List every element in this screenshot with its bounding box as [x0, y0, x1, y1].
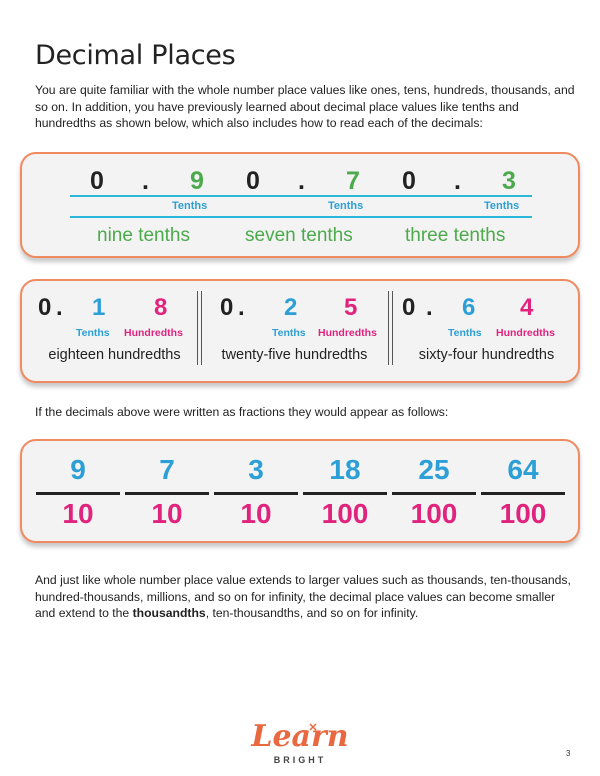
tenths-digit: 7 — [346, 167, 360, 195]
denominator: 10 — [240, 498, 272, 529]
closing-text: And just like whole number place value extends to larger values such as thousands, ten-thousands, hundred-thousands, millions, and so on for infinity, the decimal place values can become smaller and extend to the — [35, 573, 571, 620]
fraction-bar — [481, 492, 565, 495]
tenths-digit: 9 — [190, 167, 204, 195]
tenths-label: Tenths — [272, 327, 306, 339]
tenths-card — [20, 152, 580, 258]
denominator: 100 — [410, 498, 458, 529]
hundredths-label: Hundredths — [496, 327, 555, 339]
tenths-digit: 3 — [502, 167, 516, 195]
whole-digit: 0 — [402, 294, 416, 321]
hundredths-digit: 4 — [520, 294, 534, 321]
intro-paragraph: You are quite familiar with the whole number place values like ones, tens, hundreds, thousands, and so on. In addition, you have previously learned about decimal place values like tenths and hundredths as shown below, which also includes how to read each of the decimals: — [35, 83, 575, 130]
denominator: 100 — [321, 498, 369, 529]
denominator: 10 — [62, 498, 94, 529]
fraction-bar — [392, 492, 476, 495]
numerator: 18 — [329, 454, 361, 485]
decimal-word: eighteen hundredths — [48, 347, 181, 363]
denominator: 10 — [151, 498, 183, 529]
whole-digit: 0 — [38, 294, 52, 321]
tenths-label: Tenths — [448, 327, 482, 339]
fraction — [214, 453, 298, 539]
fraction — [481, 453, 565, 539]
tenths-label: Tenths — [328, 200, 364, 212]
decimal-point: . — [142, 167, 149, 195]
fraction — [36, 453, 120, 539]
fractions-card — [20, 439, 580, 543]
fraction — [125, 453, 209, 539]
page-number: 3 — [566, 749, 571, 758]
tenths-label: Tenths — [76, 327, 110, 339]
tenths-label: Tenths — [484, 200, 520, 212]
closing-text-end: , ten-thousandths, and so on for infinity. — [205, 606, 419, 620]
logo-sub-text: BRIGHT — [273, 755, 327, 765]
fraction-bar — [36, 492, 120, 495]
whole-digit: 0 — [402, 167, 416, 195]
whole-digit: 0 — [246, 167, 260, 195]
hundredths-digit: 8 — [154, 294, 168, 321]
decimal-word: three tenths — [405, 225, 506, 246]
hundredths-label: Hundredths — [124, 327, 183, 339]
fraction-bar — [125, 492, 209, 495]
hundredths-digit: 5 — [344, 294, 358, 321]
fraction-bar — [303, 492, 387, 495]
numerator: 3 — [248, 454, 264, 485]
whole-digit: 0 — [220, 294, 234, 321]
decimal-point: . — [56, 294, 63, 321]
fraction — [303, 453, 387, 539]
decimal-point: . — [238, 294, 245, 321]
decimal-word: twenty-five hundredths — [221, 347, 368, 363]
numerator: 7 — [159, 454, 175, 485]
decimal-point: . — [298, 167, 305, 195]
denominator: 100 — [499, 498, 547, 529]
numerator: 25 — [418, 454, 450, 485]
hundredths-group — [396, 281, 578, 381]
bottom-rule — [70, 216, 532, 218]
tenths-label: Tenths — [172, 200, 208, 212]
decimal-group — [226, 166, 376, 196]
numerator: 9 — [70, 454, 86, 485]
decimal-word: nine tenths — [97, 225, 190, 246]
logo-main-text: Learn — [251, 719, 349, 754]
tenths-digit: 6 — [462, 294, 476, 321]
fraction-bar — [214, 492, 298, 495]
hundredths-group — [206, 281, 386, 381]
whole-digit: 0 — [90, 167, 104, 195]
decimal-word: seven tenths — [245, 225, 353, 246]
fractions-intro: If the decimals above were written as fractions they would appear as follows: — [35, 405, 449, 419]
divider — [388, 291, 393, 365]
learn-bright-logo — [240, 720, 360, 772]
hundredths-card — [20, 279, 580, 383]
page-title: Decimal Places — [35, 40, 236, 71]
fraction — [392, 453, 476, 539]
closing-paragraph — [35, 572, 575, 622]
closing-bold: thousandths — [132, 606, 206, 620]
decimal-group — [382, 166, 532, 196]
decimal-point: . — [454, 167, 461, 195]
tenths-digit: 2 — [284, 294, 298, 321]
hundredths-group — [22, 281, 204, 381]
hundredths-label: Hundredths — [318, 327, 377, 339]
decimal-point: . — [426, 294, 433, 321]
decimal-group — [70, 166, 220, 196]
numerator: 64 — [507, 454, 539, 485]
decimal-word: sixty-four hundredths — [418, 347, 555, 363]
tenths-digit: 1 — [92, 294, 106, 321]
